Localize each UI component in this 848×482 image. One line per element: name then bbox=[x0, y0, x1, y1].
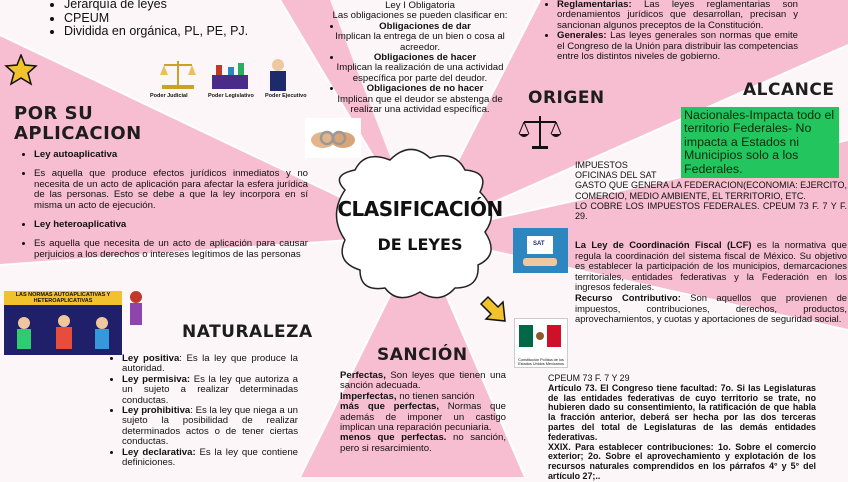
recurso-paragraph: Recurso Contributivo: Son aquellos que provienen de impuestos, contribuciones, derechos, productos, aprovechamientos, y cuotas y aportaciones de seguridad social. bbox=[575, 291, 847, 325]
center-title-block bbox=[330, 197, 510, 254]
sancion-body bbox=[340, 371, 506, 454]
heading-naturaleza: NATURALEZA bbox=[182, 322, 313, 342]
figure-label: Poder Legislativo bbox=[208, 93, 254, 99]
fraccion-xxix: XXIX. Para establecer contribuciones: 1o. Sobre el comercio exterior; 2o. Sobre el aprovechamiento y explotación de los recursos naturales comprendidos en los párrafos 4° y 5° del artículo 27;.. bbox=[548, 441, 816, 481]
cpeum-title: CPEUM 73 F. 7 Y 29 bbox=[548, 373, 630, 383]
list-item: • Es aquella que necesita de un acto de aplicación para causar perjuicios a los derechos o intereses legítimos de las personas bbox=[34, 239, 308, 260]
center-title: CLASIFICACIÓN bbox=[337, 197, 503, 221]
heading-aplicacion: POR SU APLICACION bbox=[14, 103, 142, 144]
poderes-illustration bbox=[150, 55, 310, 107]
sat-label: SAT bbox=[533, 241, 545, 247]
obligaciones-block: Ley I Obligatoria Las obligaciones se pueden clasificar en: • Obligaciones de dar Implican la entrega de un bien o cosa al acreedor. • Obligaciones de hacer Implican la realización de una actividad específica por parte del deudor. • Obligaciones de no hacer Implican que el deudor se abstenga de realizar una actividad específica. bbox=[332, 1, 508, 115]
list-item: • Obligaciones de no hacer bbox=[342, 84, 508, 94]
list-item: • Ley prohibitiva: Es la ley que niega a un sujeto la posibilidad de realizar determinados actos o de tener ciertas conductas. bbox=[122, 406, 298, 448]
poster-title: LAS NORMAS AUTOAPLICATIVAS Y HETEROAPLICATIVAS bbox=[4, 291, 122, 305]
list-item: • Obligaciones de hacer bbox=[342, 53, 508, 63]
constitucion-book bbox=[514, 318, 568, 368]
arrow-down-right-icon bbox=[478, 294, 510, 326]
heading-origen: ORIGEN bbox=[528, 88, 605, 108]
heading-alcance: ALCANCE bbox=[743, 80, 835, 100]
figure-label: Poder Ejecutivo bbox=[265, 93, 307, 99]
list-item: • Jerarquía de leyes bbox=[64, 0, 290, 12]
aplicacion-body bbox=[22, 150, 308, 260]
handcuffs-icon bbox=[305, 118, 361, 158]
people-icon bbox=[4, 305, 122, 355]
center-subtitle: DE LEYES bbox=[377, 235, 463, 254]
balance-scale-icon bbox=[516, 112, 564, 152]
list-item: • Reglamentarias: Las leyes reglamentarias son ordenamientos jurídicos que desarrollan, precisan y sancionan algunos preceptos de la Constitución. bbox=[557, 0, 798, 31]
list-item: • Dividida en orgánica, PL, PE, PJ. bbox=[64, 25, 290, 39]
articulo-73: Artículo 73. El Congreso tiene facultad: 7o. Si las Legislaturas de las entidades federativas de cuyo territorio se trate, no hubieren dado su consentimiento, la ratificación de que habla la fracción anterior, deberá ser hecha por las dos terceras partes del total de Legislaturas de las demás entidades federativas. bbox=[548, 382, 816, 442]
list-item: • Generales: Las leyes generales son normas que emite el Congreso de la Unión para distribuir las competencias entre los distintos niveles de gobierno. bbox=[557, 31, 798, 62]
poderes-icon bbox=[150, 55, 310, 97]
figure-label: Poder Judicial bbox=[150, 93, 188, 99]
star-icon bbox=[4, 54, 38, 86]
book-caption: Constitución Política de los Estados Unidos Mexicanos bbox=[518, 358, 564, 367]
obligaciones-header: Ley I Obligatoria bbox=[385, 0, 455, 11]
alcance-green-box: Nacionales-Impacta todo el territorio Federales- No impacta a Estados ni Municipios solo a los Federales. bbox=[681, 107, 839, 178]
impuestos-block: IMPUESTOS OFICINAS DEL SAT GASTO QUE GENERA LA FEDERACION(ECONOMIA: EJERCITO, COMERCIO, MEDIO AMBIENTE, EL TERRITORIO, ETC. LO COBRE LOS IMPUESTOS FEDERALES. CPEUM 73 F. 7 Y F. 29. bbox=[575, 160, 847, 222]
top-left-list bbox=[50, 0, 290, 39]
sat-icon bbox=[513, 228, 568, 273]
cpeum-block bbox=[548, 374, 816, 482]
lcf-block bbox=[575, 240, 847, 325]
lcf-paragraph: La Ley de Coordinación Fiscal (LCF) es la normativa que regula la coordinación del sistema fiscal de México. Su objetivo es establecer la participación de los municipios, demarcaciones territoriales, entidades federativas y la Federación en los ingresos federales. bbox=[575, 239, 847, 293]
list-item: • Ley heteroaplicativa bbox=[34, 220, 308, 230]
list-item: • Es aquella que produce efectos jurídicos inmediatos y no necesita de un acto de aplicación para afectar la esfera jurídica de las personas. Esto se debe a que la ley incorpora en sí misma un acto de ejecución. bbox=[34, 169, 308, 211]
sancion-mas-perfectas: más que perfectas, Normas que además de imponer un castigo implican una reparación pecuniaria. bbox=[340, 401, 506, 434]
person-icon bbox=[126, 290, 146, 326]
naturaleza-body bbox=[110, 354, 298, 468]
heading-sancion: SANCIÓN bbox=[377, 345, 468, 365]
list-item: • Ley declarativa: Es la ley que contiene definiciones. bbox=[122, 448, 298, 469]
list-item: • Ley permisiva: Es la ley que autoriza a un sujeto a realizar determinadas conductas. bbox=[122, 375, 298, 406]
list-item: • CPEUM bbox=[64, 12, 290, 26]
normas-poster bbox=[4, 291, 122, 355]
obligaciones-intro: Las obligaciones se pueden clasificar en: bbox=[332, 10, 508, 22]
list-item: • Ley positiva: Es la ley que produce la autoridad. bbox=[122, 354, 298, 375]
list-item: • Ley autoaplicativa bbox=[34, 150, 308, 160]
list-item: • Obligaciones de dar bbox=[342, 22, 508, 32]
sancion-perfectas: Perfectas, Son leyes que tienen una sanción adecuada. bbox=[340, 370, 506, 392]
sat-image bbox=[513, 228, 568, 273]
sancion-menos-perfectas: menos que perfectas. no sanción, pero si resarcimiento. bbox=[340, 432, 506, 454]
origen-body bbox=[545, 0, 798, 62]
flag-icon bbox=[515, 319, 567, 353]
sancion-imperfectas: Imperfectas, no tienen sanción bbox=[340, 390, 475, 402]
